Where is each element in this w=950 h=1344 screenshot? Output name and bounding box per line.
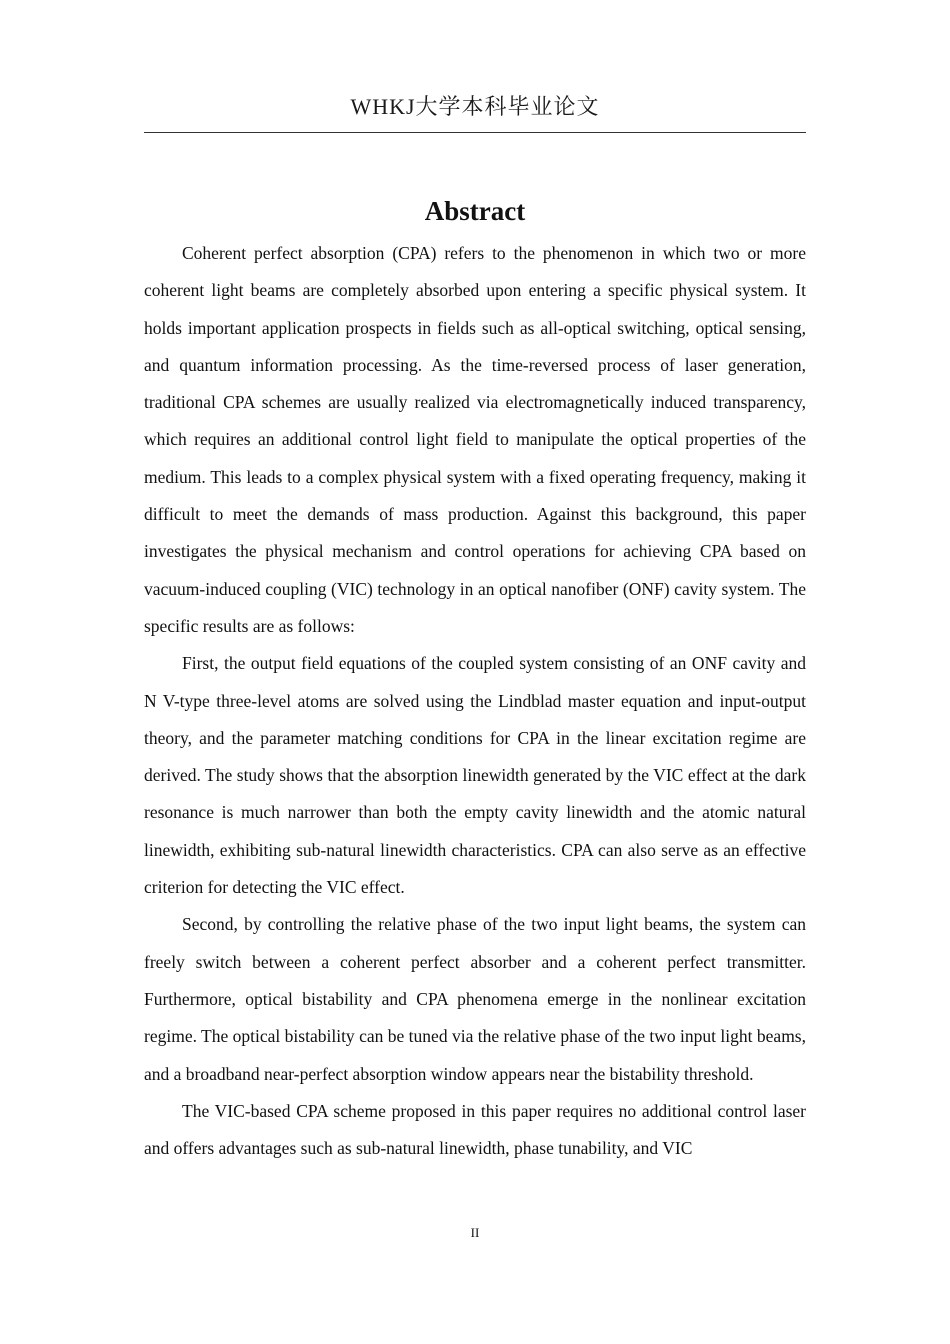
header-divider [144,132,806,133]
paragraph-2: First, the output field equations of the coupled system consisting of an ONF cavity and N V-type three-level atoms are solved using the Lindblad master equation and input-output theory, and the parameter matching conditions for CPA in the linear excitation regime are derived. The study shows that the absorption linewidth generated by the VIC effect at the dark resonance is much narrower than both the empty cavity linewidth and the atomic natural linewidth, exhibiting sub-natural linewidth characteristics. CPA can also serve as an effective criterion for detecting the VIC effect. [144,653,806,898]
running-header: WHKJ大学本科毕业论文 [350,94,600,119]
paragraph-3: Second, by controlling the relative phase of the two input light beams, the system can freely switch between a coherent perfect absorber and a coherent perfect transmitter. Furthermore, optical bistability and CPA phenomena emerge in the nonlinear excitation regime. The optical bistability can be tuned via the relative phase of the two input light beams, and a broadband near-perfect absorption window appears near the bistability threshold. [144,914,806,1084]
paragraph-1: Coherent perfect absorption (CPA) refers to the phenomenon in which two or more coherent light beams are completely absorbed upon entering a specific physical system. It holds important application prospects in fields such as all-optical switching, optical sensing, and quantum information processing. As the time-reversed process of laser generation, traditional CPA schemes are usually realized via electromagnetically induced transparency, which requires an additional control light field to manipulate the optical properties of the medium. This leads to a complex physical system with a fixed operating frequency, making it difficult to meet the demands of mass production. Against this background, this paper investigates the physical mechanism and control operations for achieving CPA based on vacuum-induced coupling (VIC) technology in an optical nanofiber (ONF) cavity system. The specific results are as follows: [144,243,806,636]
abstract-body [144,235,806,1167]
abstract-title: Abstract [424,196,526,226]
paragraph-4: The VIC-based CPA scheme proposed in this paper requires no additional control laser and offers advantages such as sub-natural linewidth, phase tunability, and VIC [144,1100,806,1159]
page-number: II [470,1225,480,1240]
